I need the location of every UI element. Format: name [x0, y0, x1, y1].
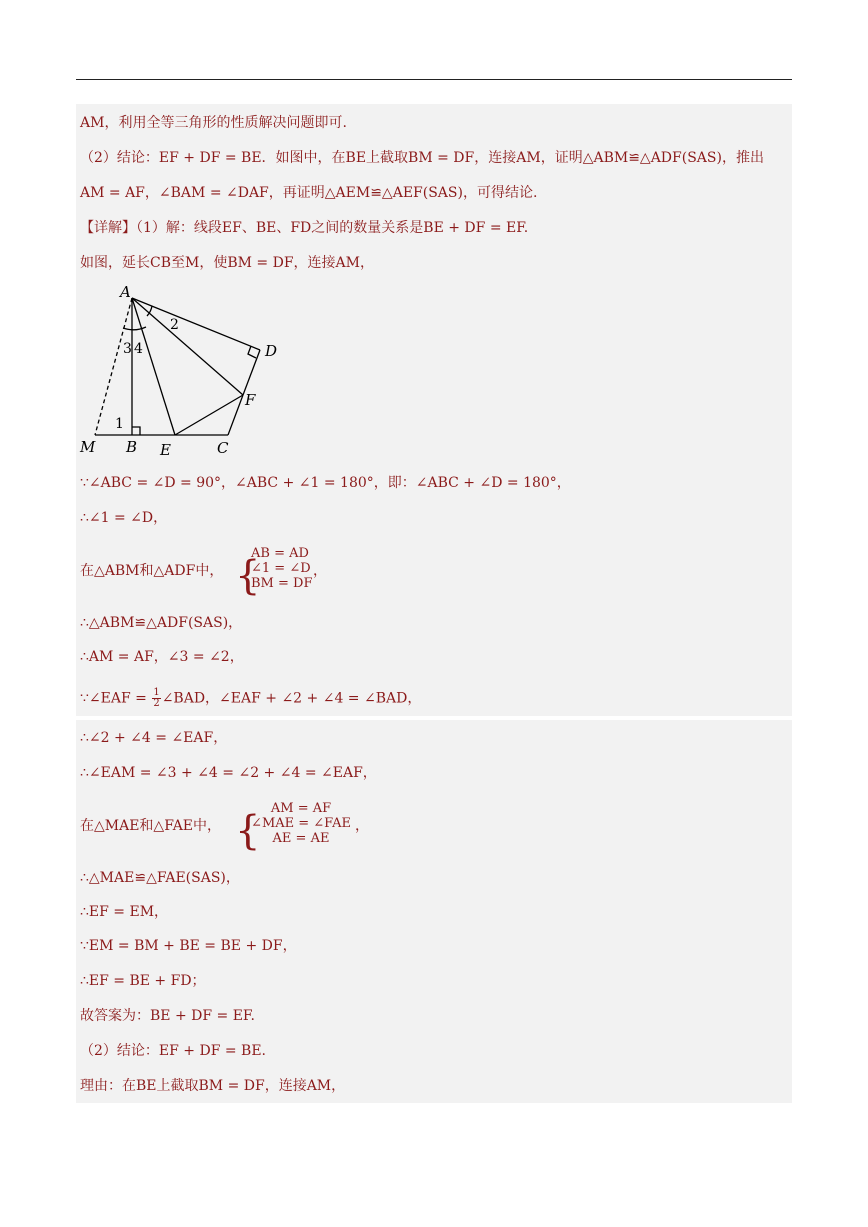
system-row: BM = DF — [251, 576, 313, 591]
system-rows — [251, 546, 312, 591]
text-line: AM = AF，∠BAM = ∠DAF，再证明△AEM≌△AEF(SAS)，可得结论. — [80, 185, 538, 201]
system-row: AE = AE — [272, 831, 330, 846]
text-line-with-fraction — [80, 688, 421, 709]
fraction-half — [152, 688, 160, 709]
segment-AE — [132, 298, 175, 435]
text-line: ∴△ABM≌△ADF(SAS)， — [80, 615, 243, 631]
segment-AD — [132, 298, 260, 350]
text-segment: ∠BAD，∠EAF + ∠2 + ∠4 = ∠BAD， — [161, 690, 422, 707]
text-line: AM，利用全等三角形的性质解决问题即可. — [80, 115, 347, 131]
label-F: F — [245, 391, 256, 409]
segment-FC — [228, 395, 243, 435]
header-rule — [76, 79, 792, 80]
segment-AF — [132, 298, 243, 395]
angle-arc-34 — [123, 327, 146, 330]
system-prefix: 在△ABM和△ADF中， — [80, 563, 224, 579]
text-line: 理由：在BE上截取BM = DF，连接AM， — [80, 1078, 346, 1094]
label-D: D — [265, 342, 278, 360]
text-segment: ∵∠EAF = — [80, 690, 152, 707]
text-line: ∵∠ABC = ∠D = 90°，∠ABC + ∠1 = 180°，即：∠ABC + ∠D = 180°， — [80, 475, 571, 491]
fraction-denominator: 2 — [153, 698, 160, 709]
text-line: ∴∠2 + ∠4 = ∠EAF， — [80, 730, 228, 746]
geometry-figure — [76, 280, 296, 465]
text-line: ∴EF = EM， — [80, 904, 169, 920]
text-line: （2）结论：EF + DF = BE. — [80, 1043, 266, 1059]
label-A: A — [120, 283, 131, 301]
text-line: ∴EF = BE + FD； — [80, 973, 206, 989]
system-row: ∠1 = ∠D — [251, 561, 311, 576]
label-angle-2: 2 — [170, 317, 179, 333]
fraction-numerator: 1 — [153, 687, 160, 698]
system-row: AB = AD — [251, 546, 309, 561]
segment-AM-dashed — [95, 298, 132, 435]
segment-DF — [243, 350, 260, 395]
text-line: ∴∠1 = ∠D， — [80, 510, 168, 526]
system-prefix: 在△MAE和△FAE中， — [80, 818, 222, 834]
text-line: 【详解】（1）解：线段EF、BE、FD之间的数量关系是BE + DF = EF. — [80, 220, 529, 236]
system-rows — [248, 801, 354, 846]
left-brace: { — [235, 553, 261, 599]
text-line: ∴AM = AF，∠3 = ∠2， — [80, 649, 244, 665]
text-line: 如图，延长CB至M，使BM = DF，连接AM， — [80, 255, 374, 271]
label-E: E — [160, 441, 171, 459]
label-C: C — [217, 439, 229, 457]
system-row: AM = AF — [270, 801, 332, 816]
system-suffix: ， — [313, 563, 327, 579]
text-line: ∵EM = BM + BE = BE + DF， — [80, 938, 297, 954]
label-B: B — [126, 438, 138, 456]
system-row: ∠MAE = ∠FAE — [251, 816, 351, 831]
text-line: ∴∠EAM = ∠3 + ∠4 = ∠2 + ∠4 = ∠EAF， — [80, 765, 377, 781]
right-angle-B — [132, 427, 140, 435]
label-angle-1: 1 — [115, 416, 124, 432]
left-brace: { — [235, 808, 261, 854]
label-angle-3: 3 — [123, 341, 132, 357]
label-angle-4: 4 — [134, 341, 143, 357]
segment-EF — [175, 395, 243, 435]
text-line: 故答案为：BE + DF = EF. — [80, 1008, 255, 1024]
system-suffix: ， — [355, 818, 369, 834]
text-line: ∴△MAE≌△FAE(SAS)， — [80, 870, 240, 886]
label-M: M — [80, 438, 96, 456]
text-line: （2）结论：EF + DF = BE．如图中，在BE上截取BM = DF，连接AM，证明△ABM≌△ADF(SAS)，推出 — [80, 150, 764, 166]
